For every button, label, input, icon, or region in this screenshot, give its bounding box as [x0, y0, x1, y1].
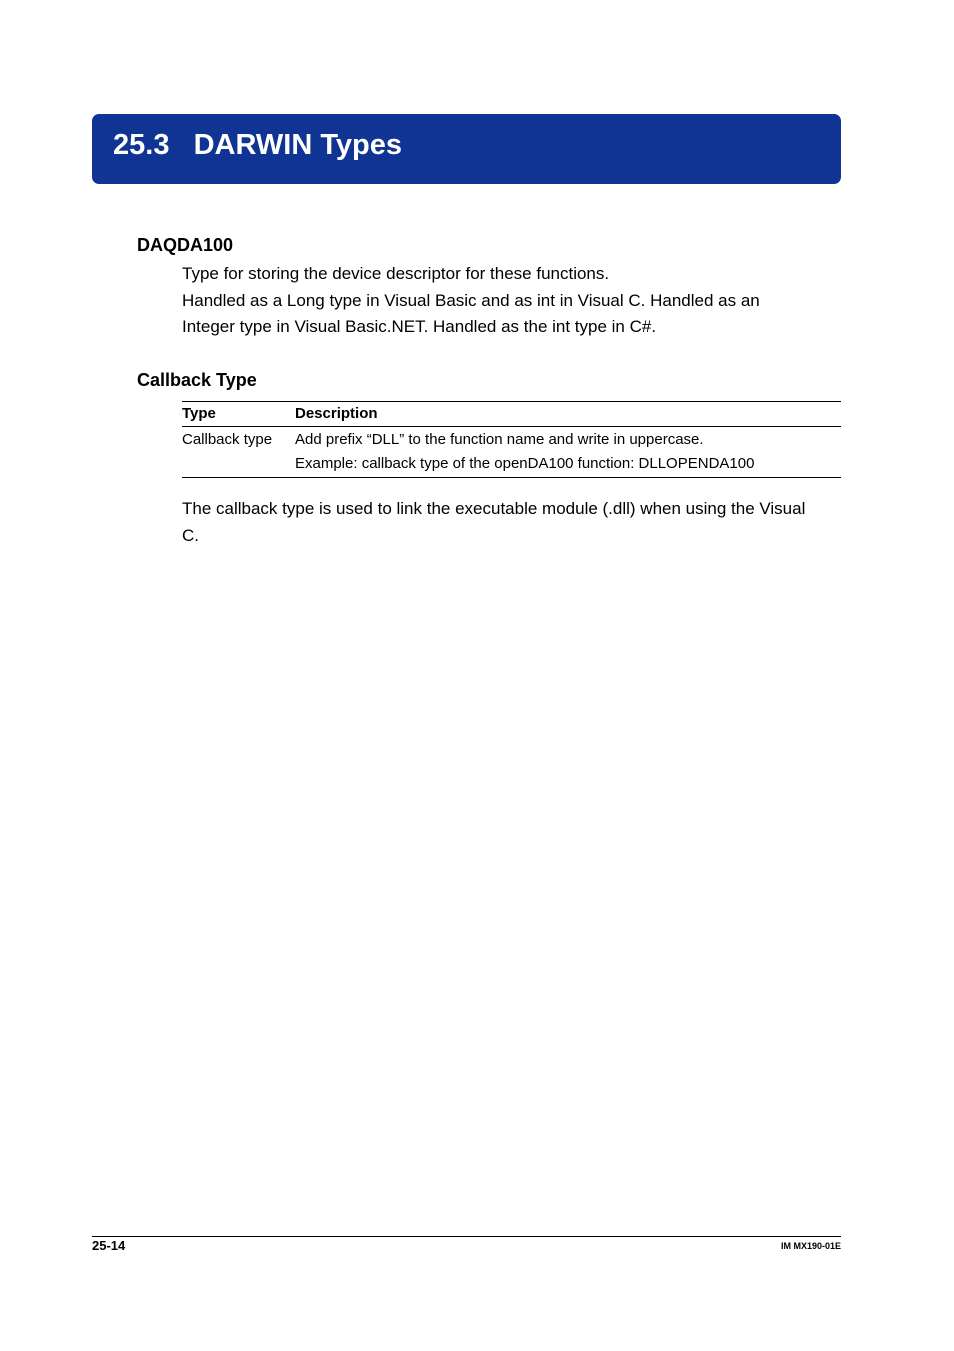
- callback-note-line: The callback type is used to link the executable module (.dll) when using the Visual: [182, 499, 806, 518]
- callback-type-heading: Callback Type: [137, 370, 257, 390]
- daqda100-line: Type for storing the device descriptor for these functions.: [182, 264, 610, 283]
- description-line: Add prefix “DLL” to the function name and write in uppercase.: [295, 431, 704, 448]
- daqda100-line: Integer type in Visual Basic.NET. Handled as the int type in C#.: [182, 317, 657, 336]
- footer-rule: [92, 1236, 841, 1237]
- section-title: 25.3 DARWIN Types: [113, 129, 403, 161]
- table-row: [182, 427, 841, 477]
- daqda100-heading: DAQDA100: [137, 235, 234, 255]
- table-header-row: [182, 402, 841, 426]
- table-bottom-rule: [182, 477, 841, 478]
- table-cell-type: Callback type: [182, 431, 273, 448]
- daqda100-line: Handled as a Long type in Visual Basic and as int in Visual C. Handled as an: [182, 290, 760, 310]
- section-banner: [92, 114, 841, 184]
- daqda100-description: [182, 261, 842, 341]
- column-header-description: Description: [295, 405, 378, 422]
- page-number: 25-14: [92, 1238, 126, 1253]
- description-line: Example: callback type of the openDA100 function: DLLOPENDA100: [295, 454, 755, 472]
- callback-type-table: [182, 401, 841, 478]
- callback-note: [182, 496, 842, 549]
- document-id: IM MX190-01E: [780, 1241, 841, 1251]
- table-cell-description: [295, 428, 841, 475]
- column-header-type: Type: [182, 405, 216, 422]
- callback-note-line: C.: [182, 525, 199, 545]
